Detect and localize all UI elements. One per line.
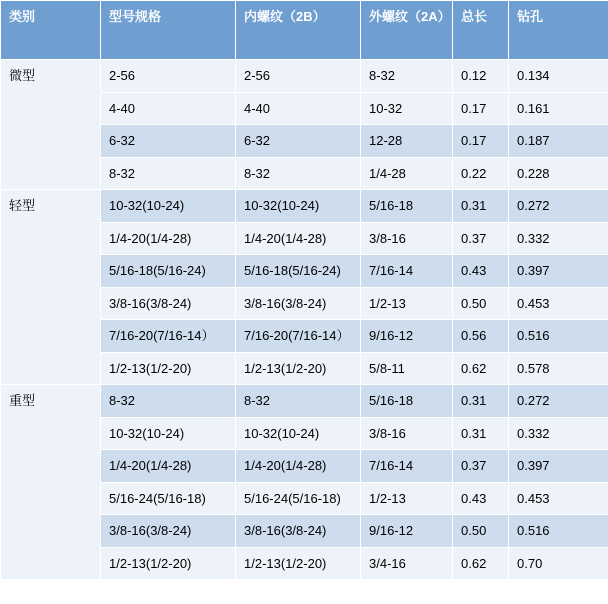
cell-total-length: 0.56 [453,320,509,353]
cell-model-spec: 1/2-13(1/2-20) [101,547,236,580]
cell-internal-thread: 8-32 [236,157,361,190]
cell-internal-thread: 1/2-13(1/2-20) [236,547,361,580]
cell-model-spec: 10-32(10-24) [101,417,236,450]
category-cell-light: 轻型 [1,190,101,385]
category-cell-heavy: 重型 [1,385,101,580]
cell-external-thread: 7/16-14 [361,255,453,288]
cell-model-spec: 7/16-20(7/16-14） [101,320,236,353]
cell-external-thread: 12-28 [361,125,453,158]
cell-total-length: 0.43 [453,482,509,515]
cell-drill-hole: 0.516 [509,320,608,353]
column-header-internal-thread: 内螺纹（2B） [236,1,361,60]
cell-total-length: 0.37 [453,222,509,255]
cell-internal-thread: 1/4-20(1/4-28) [236,450,361,483]
cell-model-spec: 8-32 [101,157,236,190]
cell-internal-thread: 5/16-18(5/16-24) [236,255,361,288]
cell-external-thread: 3/8-16 [361,222,453,255]
cell-total-length: 0.31 [453,190,509,223]
cell-external-thread: 3/8-16 [361,417,453,450]
cell-total-length: 0.31 [453,417,509,450]
cell-external-thread: 1/4-28 [361,157,453,190]
cell-total-length: 0.43 [453,255,509,288]
cell-external-thread: 5/8-11 [361,352,453,385]
cell-external-thread: 9/16-12 [361,320,453,353]
cell-total-length: 0.50 [453,515,509,548]
cell-drill-hole: 0.272 [509,385,608,418]
column-header-category: 类别 [1,1,101,60]
cell-external-thread: 10-32 [361,92,453,125]
cell-drill-hole: 0.332 [509,417,608,450]
column-header-model-spec: 型号规格 [101,1,236,60]
cell-total-length: 0.37 [453,450,509,483]
cell-drill-hole: 0.332 [509,222,608,255]
cell-model-spec: 5/16-18(5/16-24) [101,255,236,288]
cell-internal-thread: 8-32 [236,385,361,418]
cell-internal-thread: 4-40 [236,92,361,125]
cell-drill-hole: 0.397 [509,450,608,483]
cell-total-length: 0.31 [453,385,509,418]
cell-model-spec: 1/4-20(1/4-28) [101,222,236,255]
cell-total-length: 0.17 [453,92,509,125]
cell-internal-thread: 10-32(10-24) [236,190,361,223]
cell-model-spec: 1/4-20(1/4-28) [101,450,236,483]
cell-drill-hole: 0.70 [509,547,608,580]
cell-internal-thread: 6-32 [236,125,361,158]
cell-internal-thread: 10-32(10-24) [236,417,361,450]
cell-external-thread: 7/16-14 [361,450,453,483]
table-header-row [1,1,608,60]
cell-total-length: 0.50 [453,287,509,320]
cell-total-length: 0.62 [453,547,509,580]
cell-internal-thread: 5/16-24(5/16-18) [236,482,361,515]
cell-internal-thread: 2-56 [236,60,361,93]
cell-model-spec: 2-56 [101,60,236,93]
cell-total-length: 0.12 [453,60,509,93]
cell-total-length: 0.62 [453,352,509,385]
column-header-total-length: 总长 [453,1,509,60]
cell-drill-hole: 0.161 [509,92,608,125]
cell-drill-hole: 0.453 [509,287,608,320]
cell-internal-thread: 1/4-20(1/4-28) [236,222,361,255]
table-header [1,1,608,60]
cell-drill-hole: 0.453 [509,482,608,515]
column-header-drill-hole: 钻孔 [509,1,608,60]
cell-external-thread: 8-32 [361,60,453,93]
cell-model-spec: 5/16-24(5/16-18) [101,482,236,515]
cell-drill-hole: 0.187 [509,125,608,158]
cell-drill-hole: 0.397 [509,255,608,288]
cell-model-spec: 8-32 [101,385,236,418]
table-row [1,190,608,223]
cell-total-length: 0.22 [453,157,509,190]
table-body [1,60,608,580]
cell-internal-thread: 1/2-13(1/2-20) [236,352,361,385]
cell-model-spec: 3/8-16(3/8-24) [101,287,236,320]
cell-total-length: 0.17 [453,125,509,158]
cell-internal-thread: 3/8-16(3/8-24) [236,515,361,548]
cell-drill-hole: 0.228 [509,157,608,190]
cell-internal-thread: 7/16-20(7/16-14） [236,320,361,353]
cell-drill-hole: 0.516 [509,515,608,548]
column-header-external-thread: 外螺纹（2A） [361,1,453,60]
cell-drill-hole: 0.134 [509,60,608,93]
cell-external-thread: 1/2-13 [361,287,453,320]
table-row [1,385,608,418]
cell-external-thread: 9/16-12 [361,515,453,548]
table-row [1,60,608,93]
cell-external-thread: 5/16-18 [361,385,453,418]
cell-external-thread: 1/2-13 [361,482,453,515]
cell-model-spec: 4-40 [101,92,236,125]
cell-drill-hole: 0.272 [509,190,608,223]
cell-model-spec: 1/2-13(1/2-20) [101,352,236,385]
cell-model-spec: 6-32 [101,125,236,158]
cell-external-thread: 5/16-18 [361,190,453,223]
cell-internal-thread: 3/8-16(3/8-24) [236,287,361,320]
cell-model-spec: 3/8-16(3/8-24) [101,515,236,548]
category-cell-micro: 微型 [1,60,101,190]
cell-drill-hole: 0.578 [509,352,608,385]
cell-external-thread: 3/4-16 [361,547,453,580]
cell-model-spec: 10-32(10-24) [101,190,236,223]
